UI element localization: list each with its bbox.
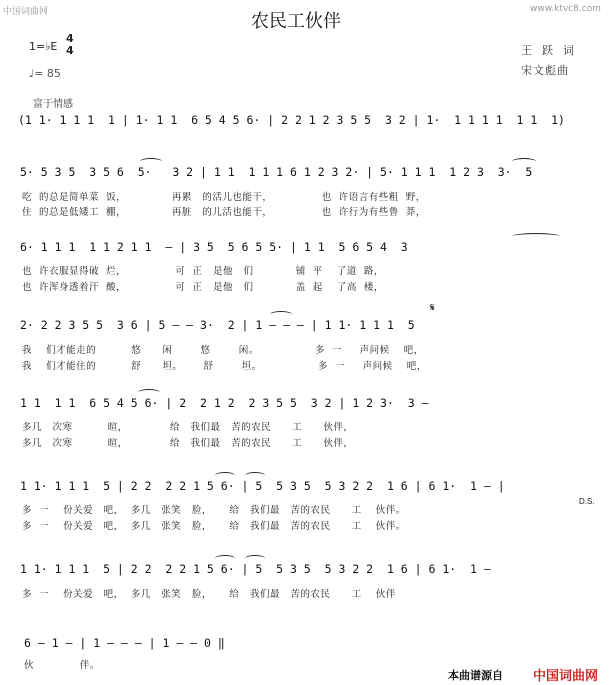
tie-arc: [245, 472, 265, 479]
tie-arc: [270, 311, 292, 318]
lyric-line: 住 的总是低矮工 棚， 再脏 的儿活也能干， 也 许行为有些鲁 莽，: [22, 207, 426, 218]
tempo-marking: ♩= 85: [29, 67, 61, 80]
lyric-line: 吃 的总是简单菜 饭， 再累 的活儿也能干， 也 许语言有些粗 野，: [22, 192, 426, 203]
lyric-line: 伙 伴。: [24, 660, 100, 671]
lyric-line: 也 许浑身透着汗 酸， 可 正 是他 们 盖 起 了高 楼，: [22, 282, 384, 293]
time-signature-bottom: 4: [66, 44, 74, 57]
lyric-line: 多几 次寒 暄， 给 我们最 苦的农民 工 伙伴，: [22, 438, 354, 449]
lyric-line: 多 一 份关爱 吧， 多几 张笑 脸， 给 我们最 苦的农民 工 伙伴: [22, 589, 396, 600]
watermark-site-url: www.ktvc8.com: [530, 4, 601, 14]
tie-arc: [215, 472, 235, 479]
notation-line: 6 — 1 — | 1 — — — | 1 — — 0 ‖: [24, 636, 225, 650]
tie-arc: [512, 233, 560, 240]
expression-marking: 富于情感: [33, 99, 73, 110]
segno-sign: 𝄋: [430, 301, 435, 314]
time-signature-top: 4: [66, 32, 74, 45]
composer-credit: 宋文彪曲: [521, 64, 569, 77]
lyricist-credit: 王 跃 词: [521, 44, 575, 57]
lyric-line: 我 们才能住的 舒 坦。 舒 坦。 多 一 声问候 吧，: [22, 361, 427, 372]
song-title: 农民工伙伴: [251, 11, 341, 32]
ds-marking: D.S.: [579, 497, 595, 506]
source-note: 本曲谱源自: [448, 669, 503, 682]
notation-line: 1 1· 1 1 1 5 | 2 2 2 2 1 5 6· | 5 5 3 5 5 3 2 2 1 6 | 6 1· 1 — |: [20, 479, 505, 493]
notation-line: 1 1· 1 1 1 5 | 2 2 2 2 1 5 6· | 5 5 3 5 5 3 2 2 1 6 | 6 1· 1 —: [20, 562, 491, 576]
lyric-line: 多 一 份关爱 吧， 多几 张笑 脸， 给 我们最 苦的农民 工 伙伴。: [22, 521, 406, 532]
key-signature: 1=♭E: [29, 40, 58, 53]
lyric-line: 多几 次寒 暄， 给 我们最 苦的农民 工 伙伴，: [22, 422, 354, 433]
tie-arc: [215, 555, 235, 562]
lyric-line: 我 们才能走的 悠 闲 悠 闲。 多 一 声问候 吧，: [22, 345, 424, 356]
notation-line: 1 1 1 1 6 5 4 5 6· | 2 2 1 2 2 3 5 5 3 2 | 1 2 3· 3 —: [20, 396, 429, 410]
lyric-line: 也 许衣服显得破 烂， 可 正 是他 们 铺 平 了道 路，: [22, 266, 384, 277]
watermark-site-name: 中国词曲网: [3, 7, 49, 17]
notation-line: 2· 2 2 3 5 5 3 6 | 5 — — 3· 2 | 1 — — — | 1 1· 1 1 1 5: [20, 318, 415, 332]
tie-arc: [512, 158, 536, 165]
tie-arc: [138, 389, 160, 396]
notation-line: 5· 5 3 5 3 5 6 5· 3 2 | 1 1 1 1 1 6 1 2 3 2· | 5· 1 1 1 1 2 3 3· 5: [20, 165, 533, 179]
notation-line: 6· 1 1 1 1 1 2 1 1 — | 3 5 5 6 5 5· | 1 1 5 6 5 4 3: [20, 240, 408, 254]
tie-arc: [245, 555, 265, 562]
notation-line: (1 1· 1 1 1 1 | 1· 1 1 6 5 4 5 6· | 2 2 1 2 3 5 5 3 2 | 1· 1 1 1 1 1 1 1): [18, 113, 565, 127]
brand-logo-text: 中国词曲网: [533, 669, 599, 684]
lyric-line: 多 一 份关爱 吧， 多几 张笑 脸， 给 我们最 苦的农民 工 伙伴。: [22, 505, 406, 516]
tie-arc: [140, 158, 162, 165]
